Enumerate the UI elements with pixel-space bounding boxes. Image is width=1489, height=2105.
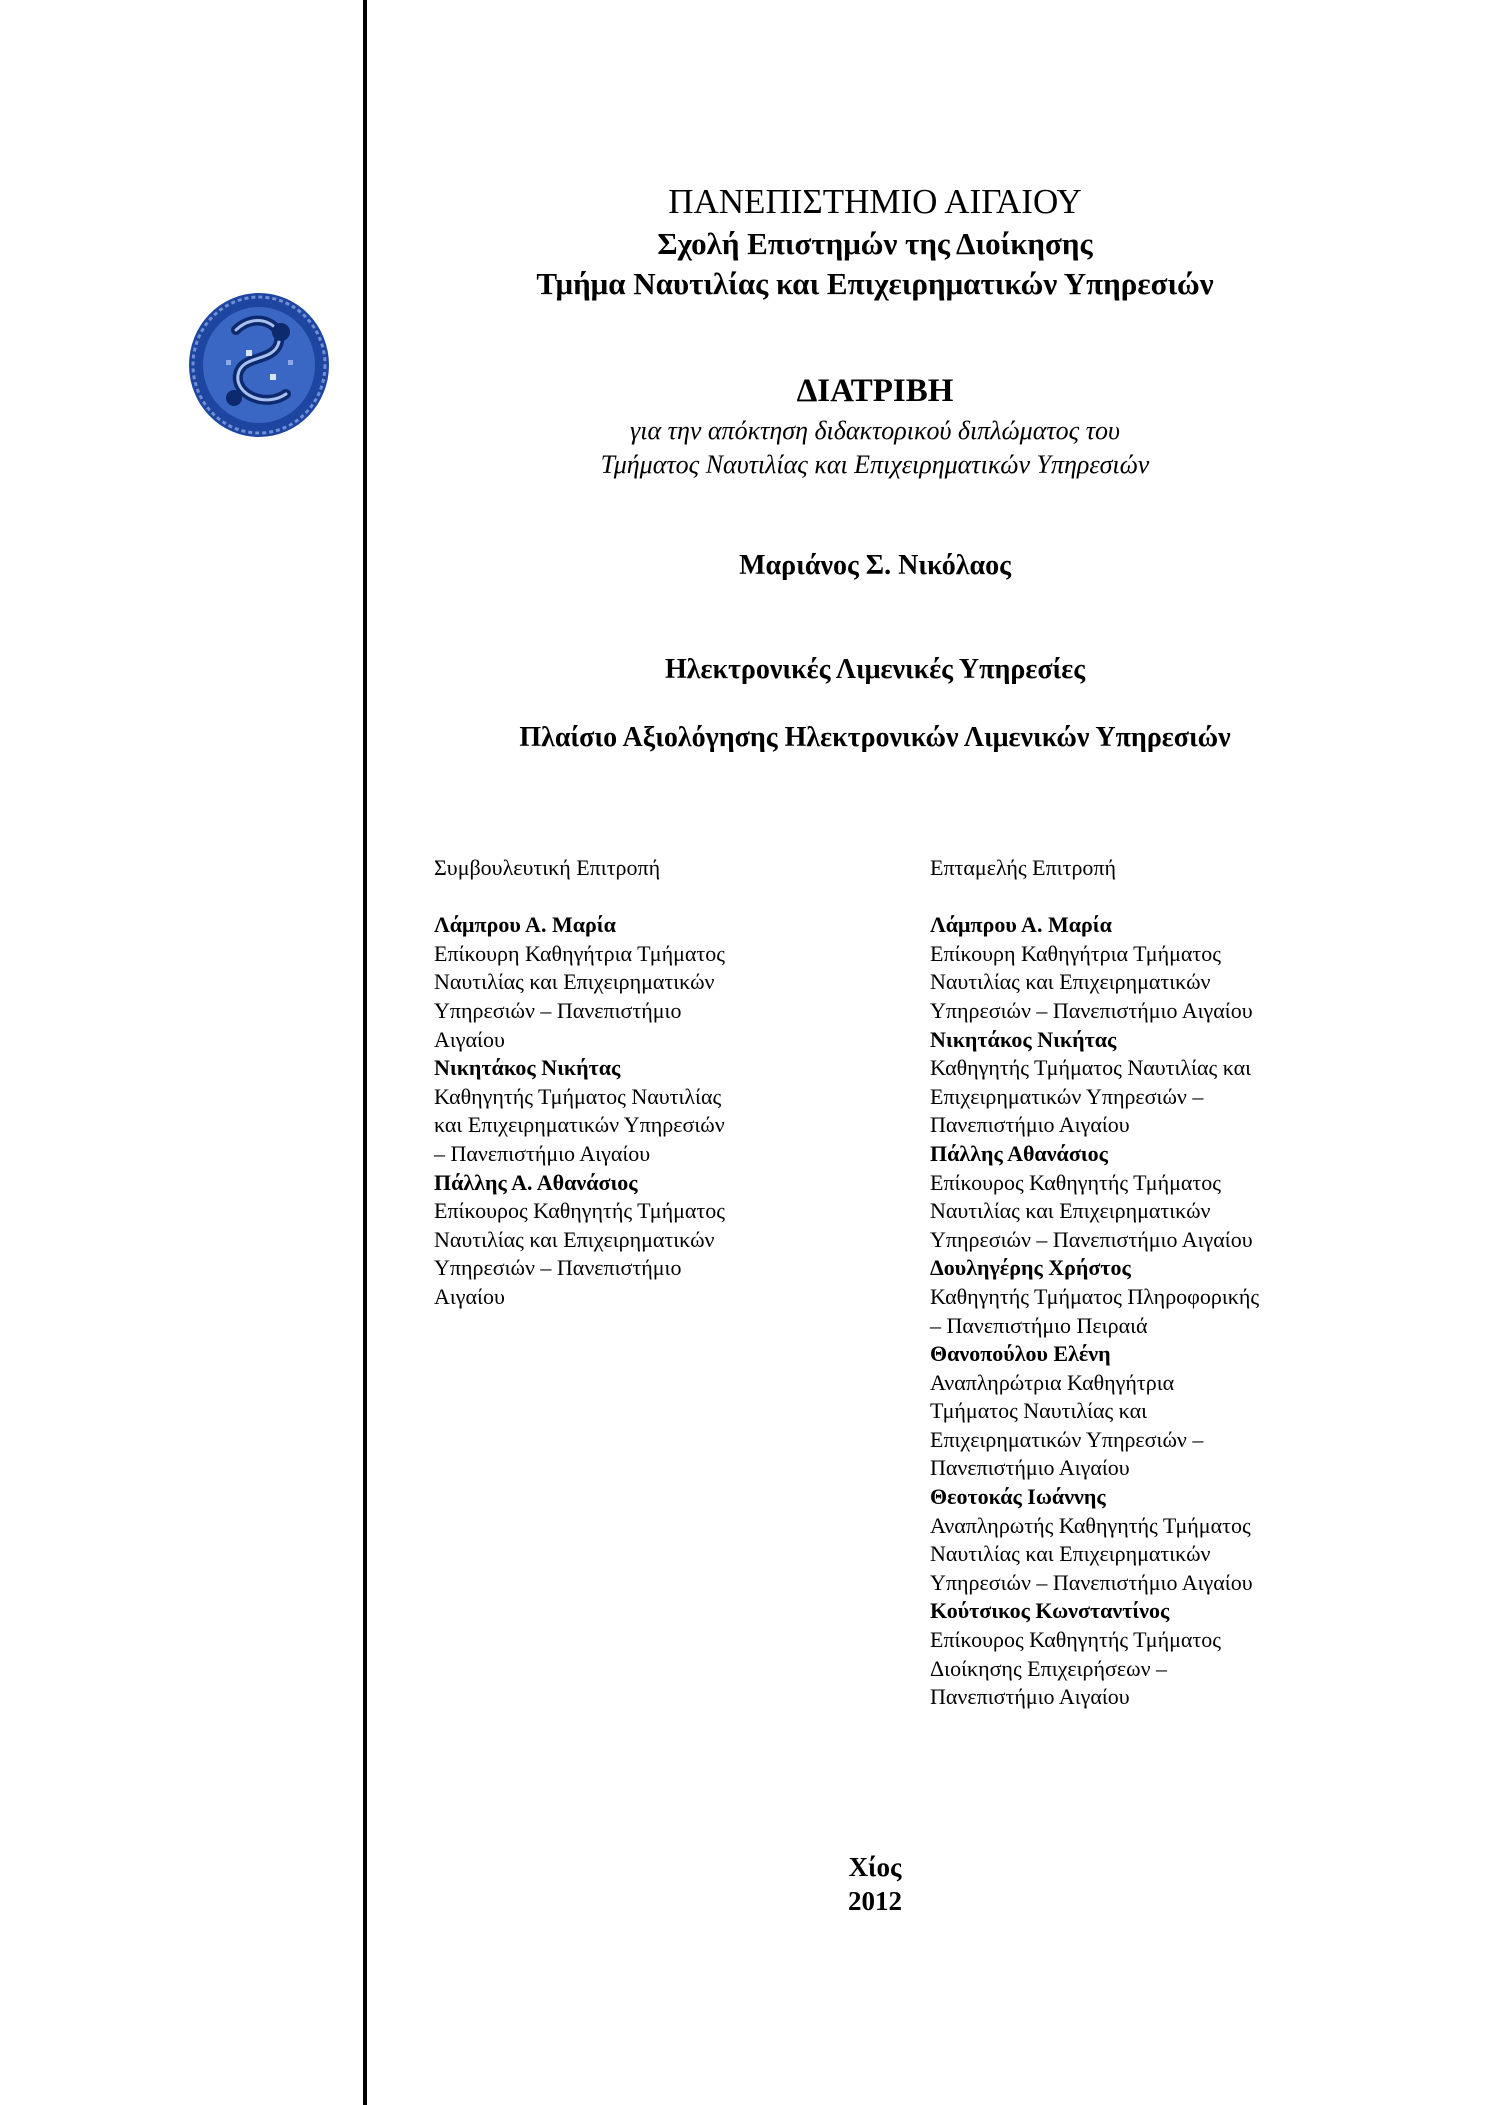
member-affiliation-line: Αναπληρώτρια Καθηγήτρια [930,1369,1175,1395]
member-affiliation-line: – Πανεπιστήμιο Αιγαίου [434,1140,651,1166]
member-affiliation-line: Επίκουρος Καθηγητής Τμήματος [930,1627,1221,1653]
member-affiliation-line: Ναυτιλίας και Επιχειρηματικών [434,1226,715,1252]
member-affiliation-line: Αιγαίου [434,1283,505,1309]
committee-member [434,1054,814,1168]
member-affiliation-line: Τμήματος Ναυτιλίας και [930,1398,1148,1424]
member-affiliation-line: Επιχειρηματικών Υπηρεσιών – [930,1426,1204,1452]
year: 2012 [848,1886,902,1916]
member-name: Πάλλης Αθανάσιος [930,1140,1108,1166]
advisory-committee-heading: Συμβουλευτική Επιτροπή [434,855,661,880]
author-name: Μαριάνος Σ. Νικόλαος [739,550,1011,581]
committee-member [930,1340,1350,1483]
member-name: Θανοπούλου Ελένη [930,1341,1111,1367]
member-affiliation-line: Υπηρεσιών – Πανεπιστήμιο Αιγαίου [930,1569,1253,1595]
examination-committee [930,854,1350,1712]
member-name: Νικητάκος Νικήτας [434,1055,621,1081]
advisory-committee [434,854,814,1312]
member-affiliation-line: Καθηγητής Τμήματος Ναυτιλίας [434,1083,722,1109]
thesis-subtitle: Πλαίσιο Αξιολόγησης Ηλεκτρονικών Λιμενικών Υπηρεσιών [519,722,1231,753]
member-affiliation-line: και Επιχειρηματικών Υπηρεσιών [434,1112,725,1138]
member-affiliation-line: Αιγαίου [434,1026,505,1052]
member-affiliation-line: Επίκουρος Καθηγητής Τμήματος [434,1198,725,1224]
university-seal-icon [186,290,332,440]
committee-member [930,1597,1350,1711]
member-name: Πάλλης Α. Αθανάσιος [434,1169,638,1195]
school-name: Σχολή Επιστημών της Διοίκησης [657,226,1093,261]
member-name: Θεοτοκάς Ιωάννης [930,1484,1106,1510]
university-name: ΠΑΝΕΠΙΣΤΗΜΙΟ ΑΙΓΑΙΟΥ [668,182,1082,221]
member-name: Λάμπρου Α. Μαρία [434,912,616,938]
member-affiliation-line: Υπηρεσιών – Πανεπιστήμιο [434,1255,682,1281]
member-name: Λάμπρου Α. Μαρία [930,912,1112,938]
committee-member [930,911,1350,1025]
thesis-title: Ηλεκτρονικές Λιμενικές Υπηρεσίες [664,654,1086,685]
member-affiliation-line: Ναυτιλίας και Επιχειρηματικών [930,1541,1211,1567]
committee-member [434,911,814,1054]
member-affiliation-line: Υπηρεσιών – Πανεπιστήμιο Αιγαίου [930,1226,1253,1252]
place: Χίος [848,1852,902,1882]
committee-member [930,1254,1350,1340]
member-affiliation-line: Διοίκησης Επιχειρήσεων – [930,1655,1168,1681]
member-affiliation-line: Υπηρεσιών – Πανεπιστήμιο Αιγαίου [930,997,1253,1023]
member-affiliation-line: Πανεπιστήμιο Αιγαίου [930,1455,1130,1481]
member-affiliation-line: Επίκουρος Καθηγητής Τμήματος [930,1169,1221,1195]
purpose-line-2: Τμήματος Ναυτιλίας και Επιχειρηματικών Υπηρεσιών [600,450,1150,479]
member-affiliation-line: Υπηρεσιών – Πανεπιστήμιο [434,997,682,1023]
member-affiliation-line: Ναυτιλίας και Επιχειρηματικών [434,969,715,995]
member-affiliation-line: Επίκουρη Καθηγήτρια Τμήματος [434,940,725,966]
member-affiliation-line: Καθηγητής Τμήματος Ναυτιλίας και [930,1055,1252,1081]
member-affiliation-line: – Πανεπιστήμιο Πειραιά [930,1312,1148,1338]
member-affiliation-line: Αναπληρωτής Καθηγητής Τμήματος [930,1512,1251,1538]
committee-member [930,1026,1350,1140]
member-affiliation-line: Επίκουρη Καθηγήτρια Τμήματος [930,940,1221,966]
committee-member [930,1483,1350,1597]
committee-member [930,1140,1350,1254]
member-affiliation-line: Καθηγητής Τμήματος Πληροφορικής [930,1283,1260,1309]
member-name: Δουληγέρης Χρήστος [930,1255,1131,1281]
purpose-line-1: για την απόκτηση διδακτορικού διπλώματος του [630,416,1120,445]
member-name: Νικητάκος Νικήτας [930,1026,1117,1052]
member-affiliation-line: Επιχειρηματικών Υπηρεσιών – [930,1083,1204,1109]
member-affiliation-line: Πανεπιστήμιο Αιγαίου [930,1684,1130,1710]
document-type: ΔΙΑΤΡΙΒΗ [796,373,954,409]
examination-committee-heading: Επταμελής Επιτροπή [930,855,1117,880]
member-affiliation-line: Ναυτιλίας και Επιχειρηματικών [930,969,1211,995]
member-affiliation-line: Ναυτιλίας και Επιχειρηματικών [930,1198,1211,1224]
member-name: Κούτσικος Κωνσταντίνος [930,1598,1170,1624]
margin-rule [363,0,367,2105]
member-affiliation-line: Πανεπιστήμιο Αιγαίου [930,1112,1130,1138]
committee-member [434,1169,814,1312]
department-name: Τμήμα Ναυτιλίας και Επιχειρηματικών Υπηρεσιών [536,266,1214,301]
